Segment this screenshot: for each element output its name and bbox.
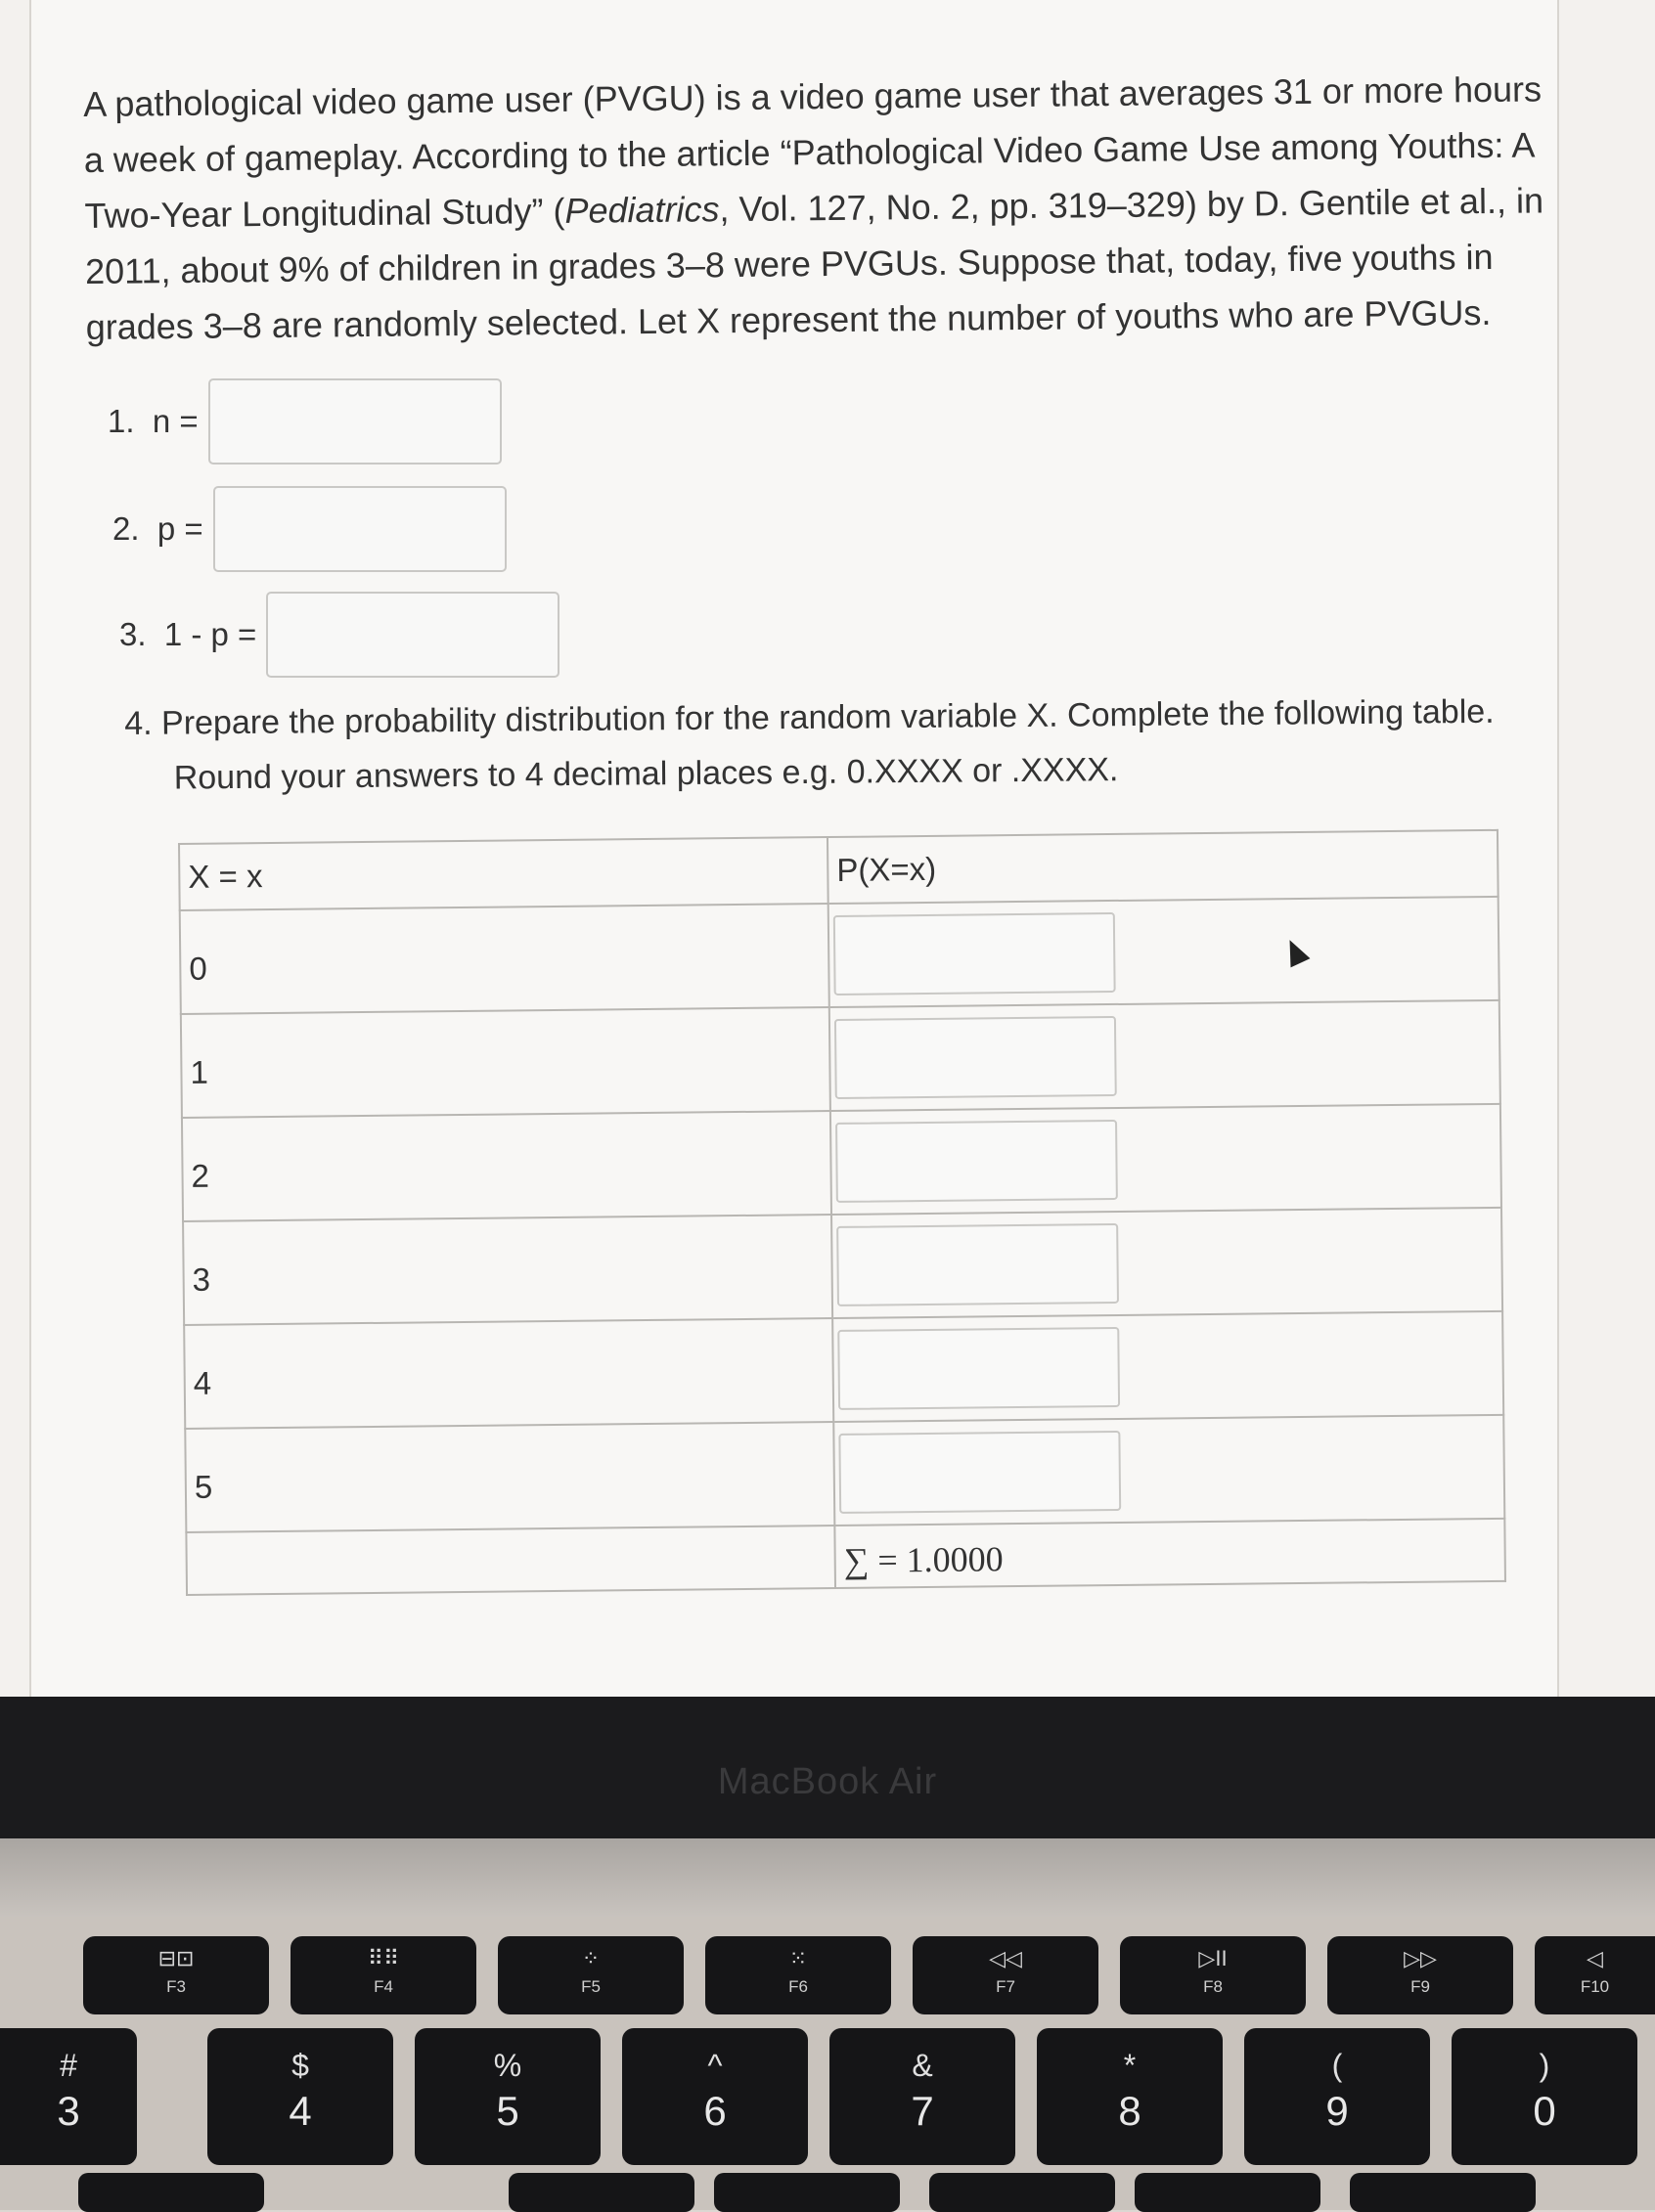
problem-statement	[83, 61, 1573, 355]
mission-control-icon: ⊟⊡	[157, 1946, 195, 1970]
table-row	[184, 1311, 1503, 1429]
journal-name: Pediatrics	[564, 189, 720, 231]
bottom-key[interactable]	[1350, 2173, 1536, 2212]
p-x5-input[interactable]	[838, 1431, 1121, 1514]
brand-label: MacBook Air	[717, 1761, 938, 1802]
p-column-header: P(X=x)	[828, 830, 1498, 904]
f8-key[interactable]: ▷II F8	[1120, 1936, 1306, 2014]
p-x1-input[interactable]	[834, 1016, 1117, 1099]
keyboard	[0, 1917, 1655, 2210]
x-value-cell: 3	[183, 1215, 832, 1325]
sum-row	[186, 1519, 1505, 1595]
question-q-label: 3. 1 - p =	[119, 616, 257, 652]
key-0[interactable]: ) 0	[1452, 2028, 1637, 2165]
keyboard-brightness-up-icon: ⁙	[788, 1946, 808, 1970]
key-6[interactable]: ^ 6	[622, 2028, 808, 2165]
table-row	[182, 1104, 1501, 1221]
n-input[interactable]	[208, 378, 502, 465]
screen-bezel	[0, 1697, 1655, 1838]
question-p-row	[112, 486, 507, 572]
key-7[interactable]: & 7	[829, 2028, 1015, 2165]
f9-key[interactable]: ▷▷ F9	[1327, 1936, 1513, 2014]
laptop-hinge	[0, 1838, 1655, 1917]
play-pause-icon: ▷II	[1198, 1946, 1228, 1970]
x-value-cell: 5	[185, 1422, 834, 1532]
p-value-cell	[832, 1311, 1503, 1422]
problem-text-part2: , Vol. 127, No. 2, pp. 319–329) by D. Gentile et al., in 2011, about 9% of children in grades 3–8 were PVGUs. Suppose that, today, five youths in grades 3–8 are randomly selected. Let X represent the number of youths who are PVGUs.	[84, 180, 1544, 347]
mute-icon: ◁	[1587, 1946, 1603, 1970]
question-4-rounding-note: Round your answers to 4 decimal places e.g. 0.XXXX or .XXXX.	[173, 751, 1119, 797]
f4-key[interactable]: ⠿⠿ F4	[291, 1936, 476, 2014]
question-q-row	[119, 592, 559, 678]
bottom-key[interactable]	[509, 2173, 694, 2212]
key-8[interactable]: * 8	[1037, 2028, 1223, 2165]
p-x3-input[interactable]	[836, 1223, 1119, 1306]
table-row	[185, 1415, 1504, 1532]
x-value-cell: 0	[180, 904, 829, 1014]
question-4-text: 4. Prepare the probability distribution for the random variable X. Complete the following table.	[124, 692, 1495, 742]
probability-distribution-table	[178, 829, 1506, 1596]
x-value-cell: 4	[184, 1318, 833, 1429]
sum-cell	[834, 1519, 1505, 1588]
f3-key[interactable]: ⊟⊡ F3	[83, 1936, 269, 2014]
p-value-cell	[828, 897, 1499, 1007]
p-input[interactable]	[213, 486, 507, 572]
p-x4-input[interactable]	[837, 1327, 1120, 1410]
table-row	[183, 1208, 1502, 1325]
key-4[interactable]: $ 4	[207, 2028, 393, 2165]
question-n-row	[108, 378, 502, 465]
f7-key[interactable]: ◁◁ F7	[913, 1936, 1098, 2014]
bottom-key[interactable]	[929, 2173, 1115, 2212]
bottom-key[interactable]	[714, 2173, 900, 2212]
sum-label: ∑ = 1.0000	[843, 1539, 1004, 1580]
one-minus-p-input[interactable]	[266, 592, 559, 678]
key-3[interactable]: # 3	[0, 2028, 137, 2165]
p-x0-input[interactable]	[833, 912, 1116, 995]
question-p-label: 2. p =	[112, 510, 203, 547]
probability-table-wrapper	[178, 829, 1506, 1596]
question-n-label: 1. n =	[108, 403, 199, 439]
bottom-key[interactable]	[1135, 2173, 1320, 2212]
x-value-cell: 1	[181, 1007, 830, 1118]
fast-forward-icon: ▷▷	[1404, 1946, 1437, 1970]
keyboard-brightness-down-icon: ⁘	[581, 1946, 601, 1970]
f10-key[interactable]: ◁ F10	[1535, 1936, 1655, 2014]
p-value-cell	[830, 1104, 1501, 1215]
table-row	[181, 1000, 1500, 1118]
problem-text-part1: A pathological video game user (PVGU) is a video game user that averages 31 or more hours a week of gameplay. According to the article “Pathological Video Game Use among Youths: A Two-Year Longitudinal Study” (	[83, 68, 1543, 236]
f6-key[interactable]: ⁙ F6	[705, 1936, 891, 2014]
launchpad-icon: ⠿⠿	[367, 1946, 400, 1970]
x-column-header: X = x	[179, 837, 828, 910]
key-9[interactable]: ( 9	[1244, 2028, 1430, 2165]
p-value-cell	[829, 1000, 1500, 1111]
x-value-cell: 2	[182, 1111, 831, 1221]
key-5[interactable]: % 5	[415, 2028, 601, 2165]
question-4	[124, 684, 1543, 806]
sum-row-empty-cell	[186, 1526, 835, 1595]
f5-key[interactable]: ⁘ F5	[498, 1936, 684, 2014]
p-x2-input[interactable]	[835, 1120, 1118, 1203]
p-value-cell	[833, 1415, 1504, 1526]
p-value-cell	[831, 1208, 1502, 1318]
bottom-key[interactable]	[78, 2173, 264, 2212]
rewind-icon: ◁◁	[989, 1946, 1022, 1970]
